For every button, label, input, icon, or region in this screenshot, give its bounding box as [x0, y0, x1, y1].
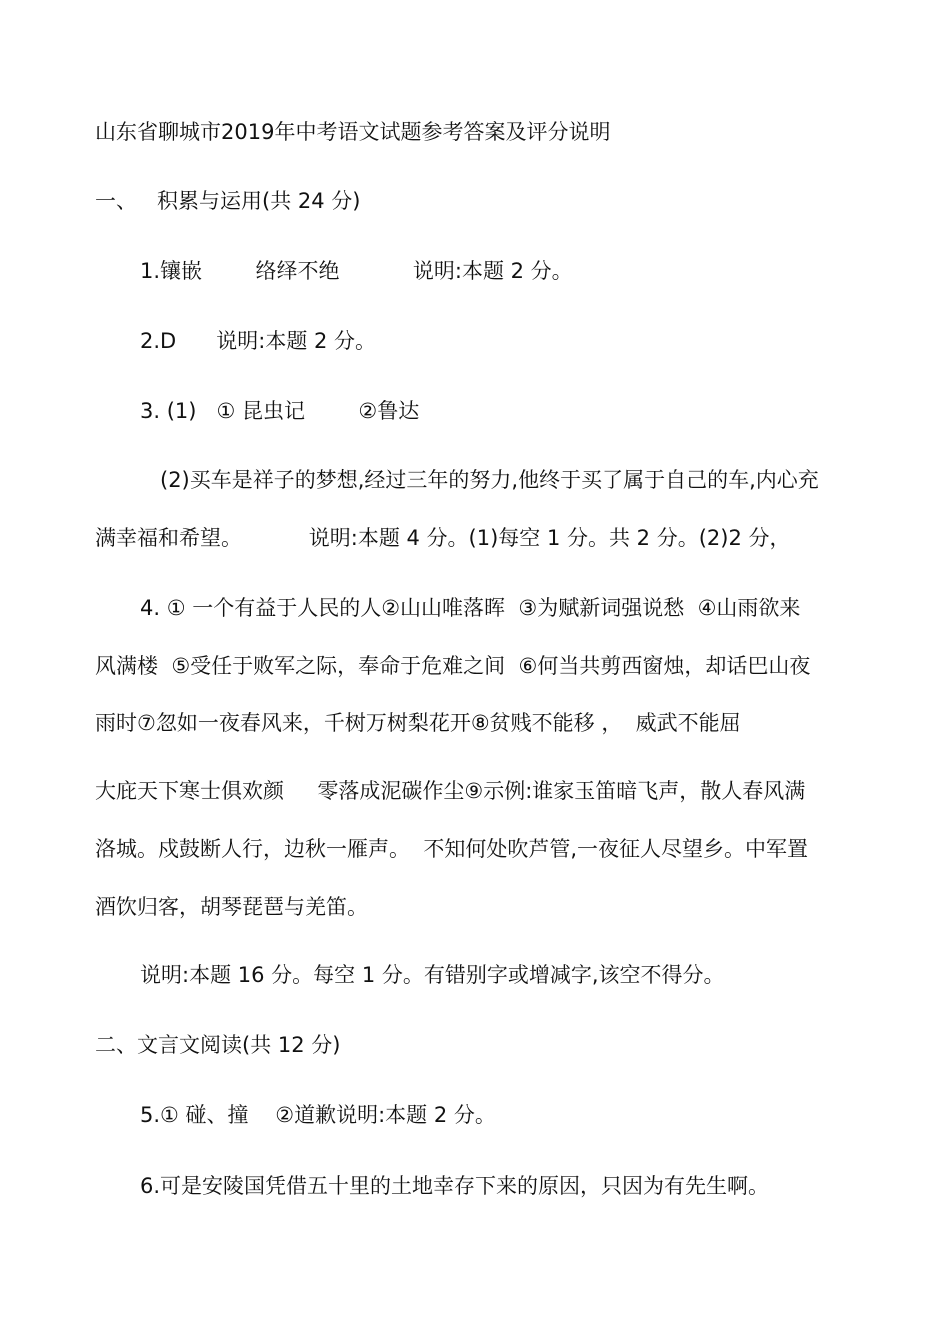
answer-q6: 6.可是安陵国凭借五十里的土地幸存下来的原因，只因为有先生啊。: [140, 1174, 770, 1198]
section-heading-1: 一、 积累与运用(共 24 分): [95, 189, 361, 213]
answer-q4-line6: 酒饮归客，胡琴琵琶与羌笛。: [95, 895, 368, 919]
answer-q3-part1: 3. (1) ① 昆虫记 ②鲁达: [140, 399, 420, 423]
answer-q4-line5: 洛城。戍鼓断人行，边秋一雁声。 不知何处吹芦管,一夜征人尽望乡。中军置: [95, 837, 809, 861]
document-title: 山东省聊城市2019年中考语文试题参考答案及评分说明: [95, 120, 611, 144]
answer-q5: 5.① 碰、撞 ②道歉说明:本题 2 分。: [140, 1103, 496, 1127]
section-heading-2: 二、文言文阅读(共 12 分): [95, 1033, 341, 1057]
answer-q3-part2-line1: (2)买车是祥子的梦想,经过三年的努力,他终于买了属于自己的车,内心充: [160, 468, 819, 492]
answer-q4-line4: 大庇天下寒士俱欢颜 零落成泥碳作尘⑨示例:谁家玉笛暗飞声，散人春风满: [95, 779, 806, 803]
answer-q4-line2: 风满楼 ⑤受任于败军之际，奉命于危难之间 ⑥何当共剪西窗烛，却话巴山夜: [95, 654, 811, 678]
answer-q2: 2.D 说明:本题 2 分。: [140, 329, 377, 353]
answer-q1: 1.镶嵌 络绎不绝 说明:本题 2 分。: [140, 259, 573, 283]
answer-q4-line1: 4. ① 一个有益于人民的人②山山唯落晖 ③为赋新词强说愁 ④山雨欲来: [140, 596, 801, 620]
answer-q4-note: 说明:本题 16 分。每空 1 分。有错别字或增减字,该空不得分。: [140, 963, 725, 987]
answer-q4-line3: 雨时⑦忽如一夜春风来，千树万树梨花开⑧贫贱不能移 ， 威武不能屈: [95, 711, 741, 735]
answer-q3-part2-line2: 满幸福和希望。 说明:本题 4 分。(1)每空 1 分。共 2 分。(2)2 分，: [95, 526, 791, 550]
